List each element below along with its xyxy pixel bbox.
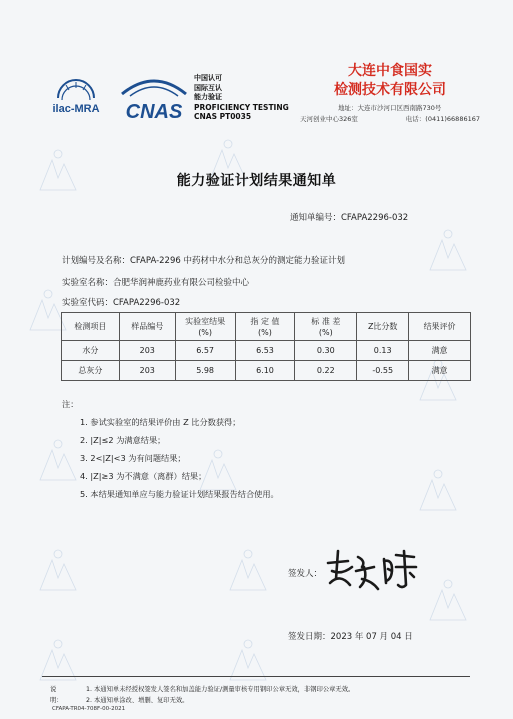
note-item: 2. |Z|≤2 为满意结果； (80, 435, 166, 445)
table-row (62, 341, 471, 361)
footer-divider (42, 676, 470, 677)
sign-date: 签发日期：2023 年 07 月 04 日 (288, 632, 413, 642)
notice-number: 通知单编号：CFAPA2296-032 (290, 213, 409, 223)
results-table (61, 312, 471, 381)
notes-section (62, 395, 279, 503)
handwritten-signature (322, 545, 422, 593)
company-header (300, 62, 480, 125)
cell-evaluation: 满意 (409, 361, 471, 381)
footer-line: 2. 本通知单涂改、增删、复印无效。 (86, 697, 189, 704)
table-row (62, 361, 471, 381)
company-name-line-1: 大连中食国实 (348, 63, 432, 79)
note-item: 1. 参试实验室的结果评价由 Z 比分数获得； (80, 417, 241, 427)
cell-assigned-value: 6.53 (235, 341, 295, 361)
header-assigned-value: 指 定 值 (%) (235, 313, 295, 341)
accreditation-text (194, 74, 289, 122)
cell-assigned-value: 6.10 (235, 361, 295, 381)
lab-code: 实验室代码：CFAPA2296-032 (62, 298, 181, 308)
note-item: 4. |Z|≥3 为不满意（离群）结果； (80, 471, 207, 481)
cell-std-dev: 0.22 (295, 361, 357, 381)
plan-info: 计划编号及名称：CFAPA-2296 中药材中水分和总灰分的测定能力验证计划 (62, 256, 345, 266)
header-sample-no: 样品编号 (119, 313, 175, 341)
cell-test-item: 总灰分 (62, 361, 120, 381)
cert-en-line-1: PROFICIENCY TESTING (194, 102, 289, 112)
cert-en-line-2: CNAS PT0035 (194, 112, 252, 121)
notes-label: 注： (62, 399, 79, 409)
header-z-score: Z比分数 (357, 313, 409, 341)
footer-line: 1. 本通知单未经授权签发人签名和加盖能力验证/测量审核专用钢印公章无效，非钢印公章无效。 (86, 686, 355, 693)
header-std-dev: 标 准 差 (%) (295, 313, 357, 341)
cell-evaluation: 满意 (409, 341, 471, 361)
cert-line-2: 国际互认 (194, 83, 222, 92)
ilac-mra-logo (44, 78, 108, 122)
cell-std-dev: 0.30 (295, 341, 357, 361)
lab-name: 实验室名称：合肥华润神鹿药业有限公司检验中心 (62, 278, 250, 288)
cell-z-score: 0.13 (357, 341, 409, 361)
note-item: 5. 本结果通知单应与能力验证计划结果报告结合使用。 (80, 489, 279, 499)
table-header-row (62, 313, 471, 341)
cell-sample-no: 203 (119, 361, 175, 381)
cert-line-1: 中国认可 (194, 74, 222, 82)
company-address (300, 103, 480, 125)
cell-lab-result: 5.98 (175, 361, 235, 381)
venue-line: 天河创业中心326室 (300, 115, 358, 123)
address-line: 地址：大连市沙河口区西南路730号 (338, 104, 442, 112)
cert-line-3: 能力验证 (194, 93, 222, 101)
form-code: CFAPA-TR04-708F-00-2021 (52, 706, 126, 712)
header-lab-result: 实验室结果 (%) (175, 313, 235, 341)
phone-line: 电话：(0411)66886167 (405, 115, 480, 123)
note-item: 3. 2<|Z|<3 为有问题结果； (80, 453, 186, 463)
header-test-item: 检测项目 (62, 313, 120, 341)
document-title: 能力验证计划结果通知单 (176, 173, 337, 189)
company-name-line-2: 检测技术有限公司 (334, 82, 446, 98)
cell-test-item: 水分 (62, 341, 120, 361)
cell-lab-result: 6.57 (175, 341, 235, 361)
signer-label: 签发人： (288, 569, 323, 579)
cnas-logo (116, 74, 192, 126)
footer-label: 说明： (50, 686, 63, 704)
cell-sample-no: 203 (119, 341, 175, 361)
cell-z-score: -0.55 (357, 361, 409, 381)
header-evaluation: 结果评价 (409, 313, 471, 341)
svg-text:CNAS: CNAS (125, 101, 183, 123)
svg-text:ilac-MRA: ilac-MRA (52, 103, 100, 115)
